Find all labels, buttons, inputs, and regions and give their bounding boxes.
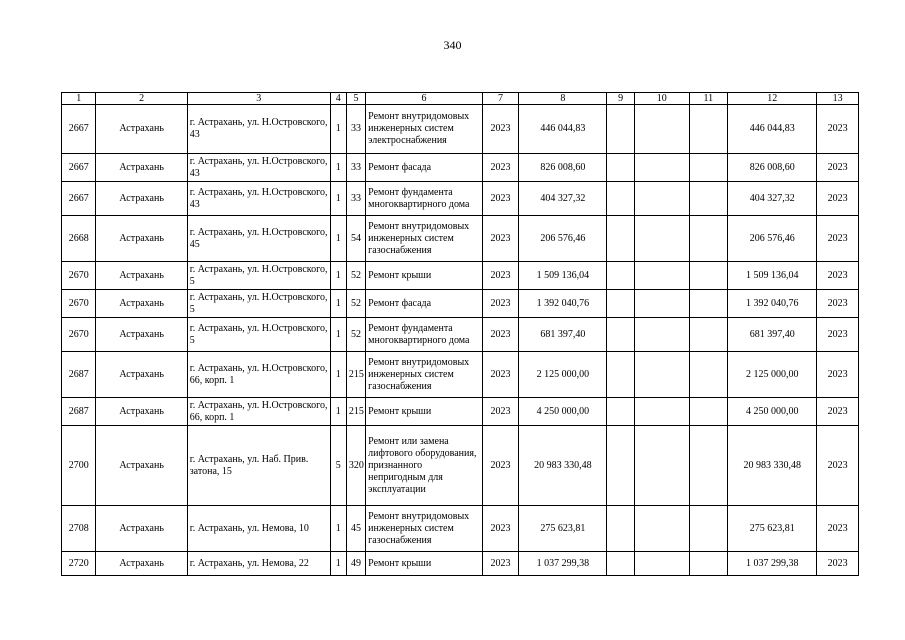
column-number-9: 9	[607, 93, 634, 105]
completion-year-cell: 2023	[817, 216, 859, 262]
work-type-cell: Ремонт фасада	[366, 290, 483, 318]
completion-year-cell: 2023	[817, 318, 859, 352]
year-cell: 2023	[482, 318, 519, 352]
col5-cell: 33	[346, 154, 365, 182]
col9-cell	[607, 426, 634, 506]
year-cell: 2023	[482, 262, 519, 290]
cost-cell: 206 576,46	[519, 216, 607, 262]
work-type-cell: Ремонт фундамента многоквартирного дома	[366, 318, 483, 352]
col11-cell	[689, 318, 728, 352]
completion-year-cell: 2023	[817, 105, 859, 154]
col9-cell	[607, 105, 634, 154]
col9-cell	[607, 552, 634, 576]
col10-cell	[634, 426, 689, 506]
municipality-cell: Астрахань	[96, 154, 187, 182]
column-number-2: 2	[96, 93, 187, 105]
col4-cell: 1	[330, 154, 346, 182]
cost-cell: 275 623,81	[519, 506, 607, 552]
col4-cell: 1	[330, 318, 346, 352]
table-row	[62, 552, 859, 576]
municipality-cell: Астрахань	[96, 552, 187, 576]
row-id-cell: 2667	[62, 105, 96, 154]
year-cell: 2023	[482, 398, 519, 426]
work-type-cell: Ремонт крыши	[366, 398, 483, 426]
col10-cell	[634, 352, 689, 398]
year-cell: 2023	[482, 216, 519, 262]
col11-cell	[689, 506, 728, 552]
col4-cell: 1	[330, 262, 346, 290]
municipality-cell: Астрахань	[96, 318, 187, 352]
address-cell: г. Астрахань, ул. Н.Островского, 5	[187, 318, 330, 352]
column-number-10: 10	[634, 93, 689, 105]
municipality-cell: Астрахань	[96, 506, 187, 552]
completion-year-cell: 2023	[817, 506, 859, 552]
col5-cell: 52	[346, 290, 365, 318]
total-cost-cell: 20 983 330,48	[728, 426, 817, 506]
year-cell: 2023	[482, 506, 519, 552]
col9-cell	[607, 216, 634, 262]
municipality-cell: Астрахань	[96, 398, 187, 426]
municipality-cell: Астрахань	[96, 182, 187, 216]
col10-cell	[634, 262, 689, 290]
row-id-cell: 2668	[62, 216, 96, 262]
col11-cell	[689, 154, 728, 182]
row-id-cell: 2670	[62, 290, 96, 318]
column-number-6: 6	[366, 93, 483, 105]
col11-cell	[689, 105, 728, 154]
completion-year-cell: 2023	[817, 290, 859, 318]
col9-cell	[607, 154, 634, 182]
municipality-cell: Астрахань	[96, 262, 187, 290]
capital-repair-table	[61, 92, 859, 576]
table-row	[62, 318, 859, 352]
table-row	[62, 290, 859, 318]
completion-year-cell: 2023	[817, 426, 859, 506]
col5-cell: 215	[346, 352, 365, 398]
completion-year-cell: 2023	[817, 552, 859, 576]
col5-cell: 49	[346, 552, 365, 576]
work-type-cell: Ремонт внутридомовых инженерных систем газоснабжения	[366, 506, 483, 552]
col9-cell	[607, 506, 634, 552]
address-cell: г. Астрахань, ул. Н.Островского, 45	[187, 216, 330, 262]
municipality-cell: Астрахань	[96, 290, 187, 318]
col5-cell: 45	[346, 506, 365, 552]
col4-cell: 1	[330, 398, 346, 426]
total-cost-cell: 826 008,60	[728, 154, 817, 182]
address-cell: г. Астрахань, ул. Немова, 22	[187, 552, 330, 576]
work-type-cell: Ремонт крыши	[366, 552, 483, 576]
year-cell: 2023	[482, 552, 519, 576]
year-cell: 2023	[482, 426, 519, 506]
work-type-cell: Ремонт или замена лифтового оборудования, признанного непригодным для эксплуатации	[366, 426, 483, 506]
col10-cell	[634, 506, 689, 552]
work-type-cell: Ремонт крыши	[366, 262, 483, 290]
col4-cell: 1	[330, 182, 346, 216]
col10-cell	[634, 552, 689, 576]
col10-cell	[634, 154, 689, 182]
address-cell: г. Астрахань, ул. Н.Островского, 5	[187, 290, 330, 318]
col11-cell	[689, 398, 728, 426]
col4-cell: 1	[330, 216, 346, 262]
address-cell: г. Астрахань, ул. Н.Островского, 66, корп. 1	[187, 398, 330, 426]
col4-cell: 1	[330, 552, 346, 576]
cost-cell: 446 044,83	[519, 105, 607, 154]
table-row	[62, 105, 859, 154]
total-cost-cell: 275 623,81	[728, 506, 817, 552]
column-number-row	[62, 93, 859, 105]
col9-cell	[607, 318, 634, 352]
page-number: 340	[443, 38, 462, 52]
cost-cell: 681 397,40	[519, 318, 607, 352]
col4-cell: 5	[330, 426, 346, 506]
row-id-cell: 2700	[62, 426, 96, 506]
col11-cell	[689, 182, 728, 216]
col11-cell	[689, 262, 728, 290]
table-row	[62, 262, 859, 290]
total-cost-cell: 446 044,83	[728, 105, 817, 154]
work-type-cell: Ремонт внутридомовых инженерных систем газоснабжения	[366, 352, 483, 398]
col5-cell: 33	[346, 105, 365, 154]
col5-cell: 52	[346, 262, 365, 290]
municipality-cell: Астрахань	[96, 105, 187, 154]
col9-cell	[607, 398, 634, 426]
address-cell: г. Астрахань, ул. Н.Островского, 5	[187, 262, 330, 290]
column-number-5: 5	[346, 93, 365, 105]
column-number-11: 11	[689, 93, 728, 105]
column-number-13: 13	[817, 93, 859, 105]
col11-cell	[689, 290, 728, 318]
col11-cell	[689, 426, 728, 506]
total-cost-cell: 4 250 000,00	[728, 398, 817, 426]
row-id-cell: 2670	[62, 262, 96, 290]
address-cell: г. Астрахань, ул. Н.Островского, 66, корп. 1	[187, 352, 330, 398]
total-cost-cell: 2 125 000,00	[728, 352, 817, 398]
work-type-cell: Ремонт фасада	[366, 154, 483, 182]
cost-cell: 1 392 040,76	[519, 290, 607, 318]
row-id-cell: 2708	[62, 506, 96, 552]
col10-cell	[634, 318, 689, 352]
cost-cell: 20 983 330,48	[519, 426, 607, 506]
col9-cell	[607, 290, 634, 318]
column-number-8: 8	[519, 93, 607, 105]
completion-year-cell: 2023	[817, 262, 859, 290]
completion-year-cell: 2023	[817, 398, 859, 426]
year-cell: 2023	[482, 352, 519, 398]
work-type-cell: Ремонт внутридомовых инженерных систем электроснабжения	[366, 105, 483, 154]
cost-cell: 1 509 136,04	[519, 262, 607, 290]
col10-cell	[634, 216, 689, 262]
total-cost-cell: 206 576,46	[728, 216, 817, 262]
col4-cell: 1	[330, 352, 346, 398]
col10-cell	[634, 105, 689, 154]
address-cell: г. Астрахань, ул. Немова, 10	[187, 506, 330, 552]
column-number-1: 1	[62, 93, 96, 105]
col5-cell: 320	[346, 426, 365, 506]
total-cost-cell: 1 392 040,76	[728, 290, 817, 318]
total-cost-cell: 681 397,40	[728, 318, 817, 352]
col5-cell: 215	[346, 398, 365, 426]
column-number-4: 4	[330, 93, 346, 105]
municipality-cell: Астрахань	[96, 352, 187, 398]
col5-cell: 33	[346, 182, 365, 216]
col11-cell	[689, 216, 728, 262]
table-row	[62, 154, 859, 182]
column-number-7: 7	[482, 93, 519, 105]
year-cell: 2023	[482, 290, 519, 318]
cost-cell: 2 125 000,00	[519, 352, 607, 398]
col11-cell	[689, 352, 728, 398]
row-id-cell: 2667	[62, 154, 96, 182]
table-row	[62, 352, 859, 398]
cost-cell: 4 250 000,00	[519, 398, 607, 426]
address-cell: г. Астрахань, ул. Н.Островского, 43	[187, 105, 330, 154]
col4-cell: 1	[330, 506, 346, 552]
cost-cell: 1 037 299,38	[519, 552, 607, 576]
municipality-cell: Астрахань	[96, 216, 187, 262]
total-cost-cell: 1 509 136,04	[728, 262, 817, 290]
col10-cell	[634, 182, 689, 216]
col9-cell	[607, 262, 634, 290]
completion-year-cell: 2023	[817, 154, 859, 182]
total-cost-cell: 404 327,32	[728, 182, 817, 216]
table-row	[62, 426, 859, 506]
col4-cell: 1	[330, 105, 346, 154]
completion-year-cell: 2023	[817, 182, 859, 216]
table-row	[62, 216, 859, 262]
col5-cell: 54	[346, 216, 365, 262]
table-row	[62, 398, 859, 426]
col10-cell	[634, 398, 689, 426]
col10-cell	[634, 290, 689, 318]
cost-cell: 826 008,60	[519, 154, 607, 182]
col4-cell: 1	[330, 290, 346, 318]
col9-cell	[607, 182, 634, 216]
row-id-cell: 2670	[62, 318, 96, 352]
table-row	[62, 182, 859, 216]
work-type-cell: Ремонт фундамента многоквартирного дома	[366, 182, 483, 216]
year-cell: 2023	[482, 182, 519, 216]
column-number-3: 3	[187, 93, 330, 105]
col9-cell	[607, 352, 634, 398]
row-id-cell: 2720	[62, 552, 96, 576]
col11-cell	[689, 552, 728, 576]
work-type-cell: Ремонт внутридомовых инженерных систем газоснабжения	[366, 216, 483, 262]
cost-cell: 404 327,32	[519, 182, 607, 216]
col5-cell: 52	[346, 318, 365, 352]
address-cell: г. Астрахань, ул. Н.Островского, 43	[187, 154, 330, 182]
total-cost-cell: 1 037 299,38	[728, 552, 817, 576]
row-id-cell: 2687	[62, 352, 96, 398]
municipality-cell: Астрахань	[96, 426, 187, 506]
year-cell: 2023	[482, 105, 519, 154]
row-id-cell: 2687	[62, 398, 96, 426]
table-row	[62, 506, 859, 552]
year-cell: 2023	[482, 154, 519, 182]
column-number-12: 12	[728, 93, 817, 105]
address-cell: г. Астрахань, ул. Н.Островского, 43	[187, 182, 330, 216]
address-cell: г. Астрахань, ул. Наб. Прив. затона, 15	[187, 426, 330, 506]
row-id-cell: 2667	[62, 182, 96, 216]
completion-year-cell: 2023	[817, 352, 859, 398]
